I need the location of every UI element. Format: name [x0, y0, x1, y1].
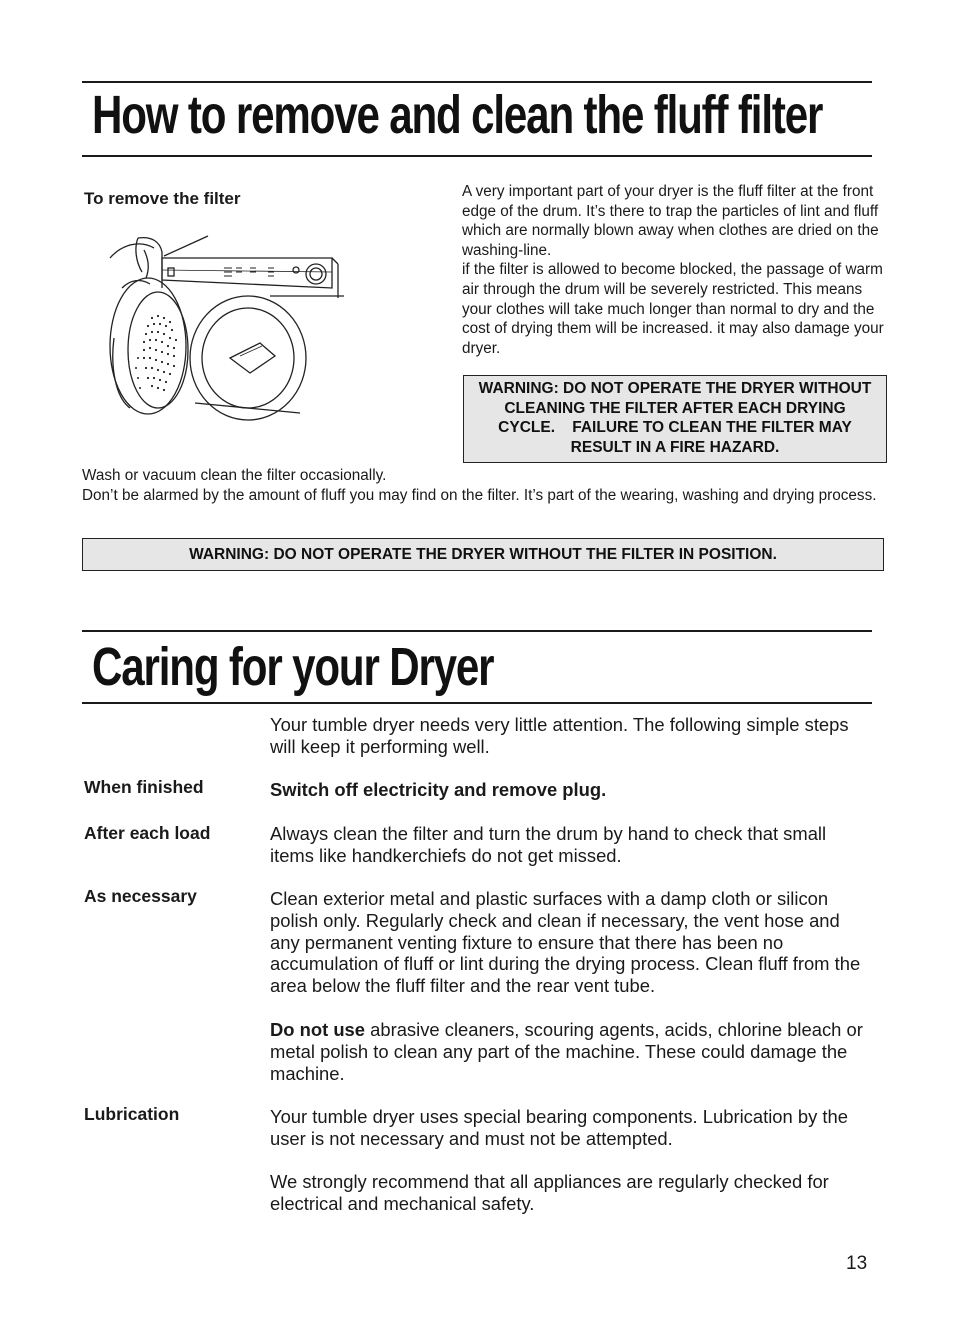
filter-blockage-text: if the filter is allowed to become blocked, the passage of warm air through the drum will be severely restricted. This means your clothes will take much longer than normal to dry and the cost of drying them will be increased. it may also damage your dryer.: [462, 261, 884, 357]
do-not-use-paragraph: [270, 1019, 870, 1084]
do-not-use-text: abrasive cleaners, scouring agents, acids, chlorine bleach or metal polish to clean any part of the machine. These could damage the machine.: [270, 1019, 863, 1084]
page-number: 13: [846, 1253, 868, 1274]
wash-paragraph: [82, 466, 882, 505]
label-lubrication: Lubrication: [84, 1104, 180, 1124]
warning-clean-filter-text: WARNING: DO NOT OPERATE THE DRYER WITHOUT CLEANING THE FILTER AFTER EACH DRYING CYCLE. FAILURE TO CLEAN THE FILTER MAY RESULT IN A FIRE HAZARD.: [478, 380, 876, 456]
warning-filter-position: [82, 538, 884, 571]
warning-filter-position-text: WARNING: DO NOT OPERATE THE DRYER WITHOUT THE FILTER IN POSITION.: [189, 546, 777, 563]
filter-intro-paragraph: [462, 182, 887, 358]
wash-line: Wash or vacuum clean the filter occasionally.: [82, 467, 387, 484]
section2-top-rule: [82, 630, 872, 632]
subhead-remove-filter: To remove the filter: [84, 189, 241, 208]
fluff-line: Don’t be alarmed by the amount of fluff you may find on the filter. It’s part of the wearing, washing and drying process.: [82, 486, 877, 504]
text-lubrication: Your tumble dryer uses special bearing components. Lubrication by the user is not necessary and must not be attempted.: [270, 1106, 848, 1149]
text-after-each-load: Always clean the filter and turn the drum by hand to check that small items like handkerchiefs do not get missed.: [270, 823, 827, 866]
warning-clean-filter: [463, 375, 887, 463]
section-title-caring: Caring for your Dryer: [92, 637, 494, 697]
text-when-finished: Switch off electricity and remove plug.: [270, 779, 607, 800]
label-as-necessary: As necessary: [84, 886, 197, 906]
label-after-each-load: After each load: [84, 823, 211, 843]
safety-recommendation: We strongly recommend that all appliances are regularly checked for electrical and mechanical safety.: [270, 1171, 829, 1214]
filter-intro-text: A very important part of your dryer is the fluff filter at the front edge of the drum. It’s there to trap the particles of lint and fluff which are normally blown away when clothes are dried on the washing-line.: [462, 183, 879, 259]
top-rule: [82, 81, 872, 83]
section2-title-underline: [82, 702, 872, 704]
do-not-use-bold: Do not use: [270, 1019, 366, 1040]
section-title-fluff-filter: How to remove and clean the fluff filter: [92, 85, 823, 145]
caring-intro: Your tumble dryer needs very little attention. The following simple steps will keep it performing well.: [270, 714, 849, 757]
filter-removal-illustration: [100, 228, 345, 428]
text-as-necessary: Clean exterior metal and plastic surfaces with a damp cloth or silicon polish only. Regularly check and clean if necessary, the vent hose and any permanent venting fixture to ensure that there has been no accumulation of fluff or lint during the drying process. Clean fluff from the area below the fluff filter and the rear vent tube.: [270, 888, 861, 997]
title-underline: [82, 155, 872, 157]
label-when-finished: When finished: [84, 777, 204, 797]
